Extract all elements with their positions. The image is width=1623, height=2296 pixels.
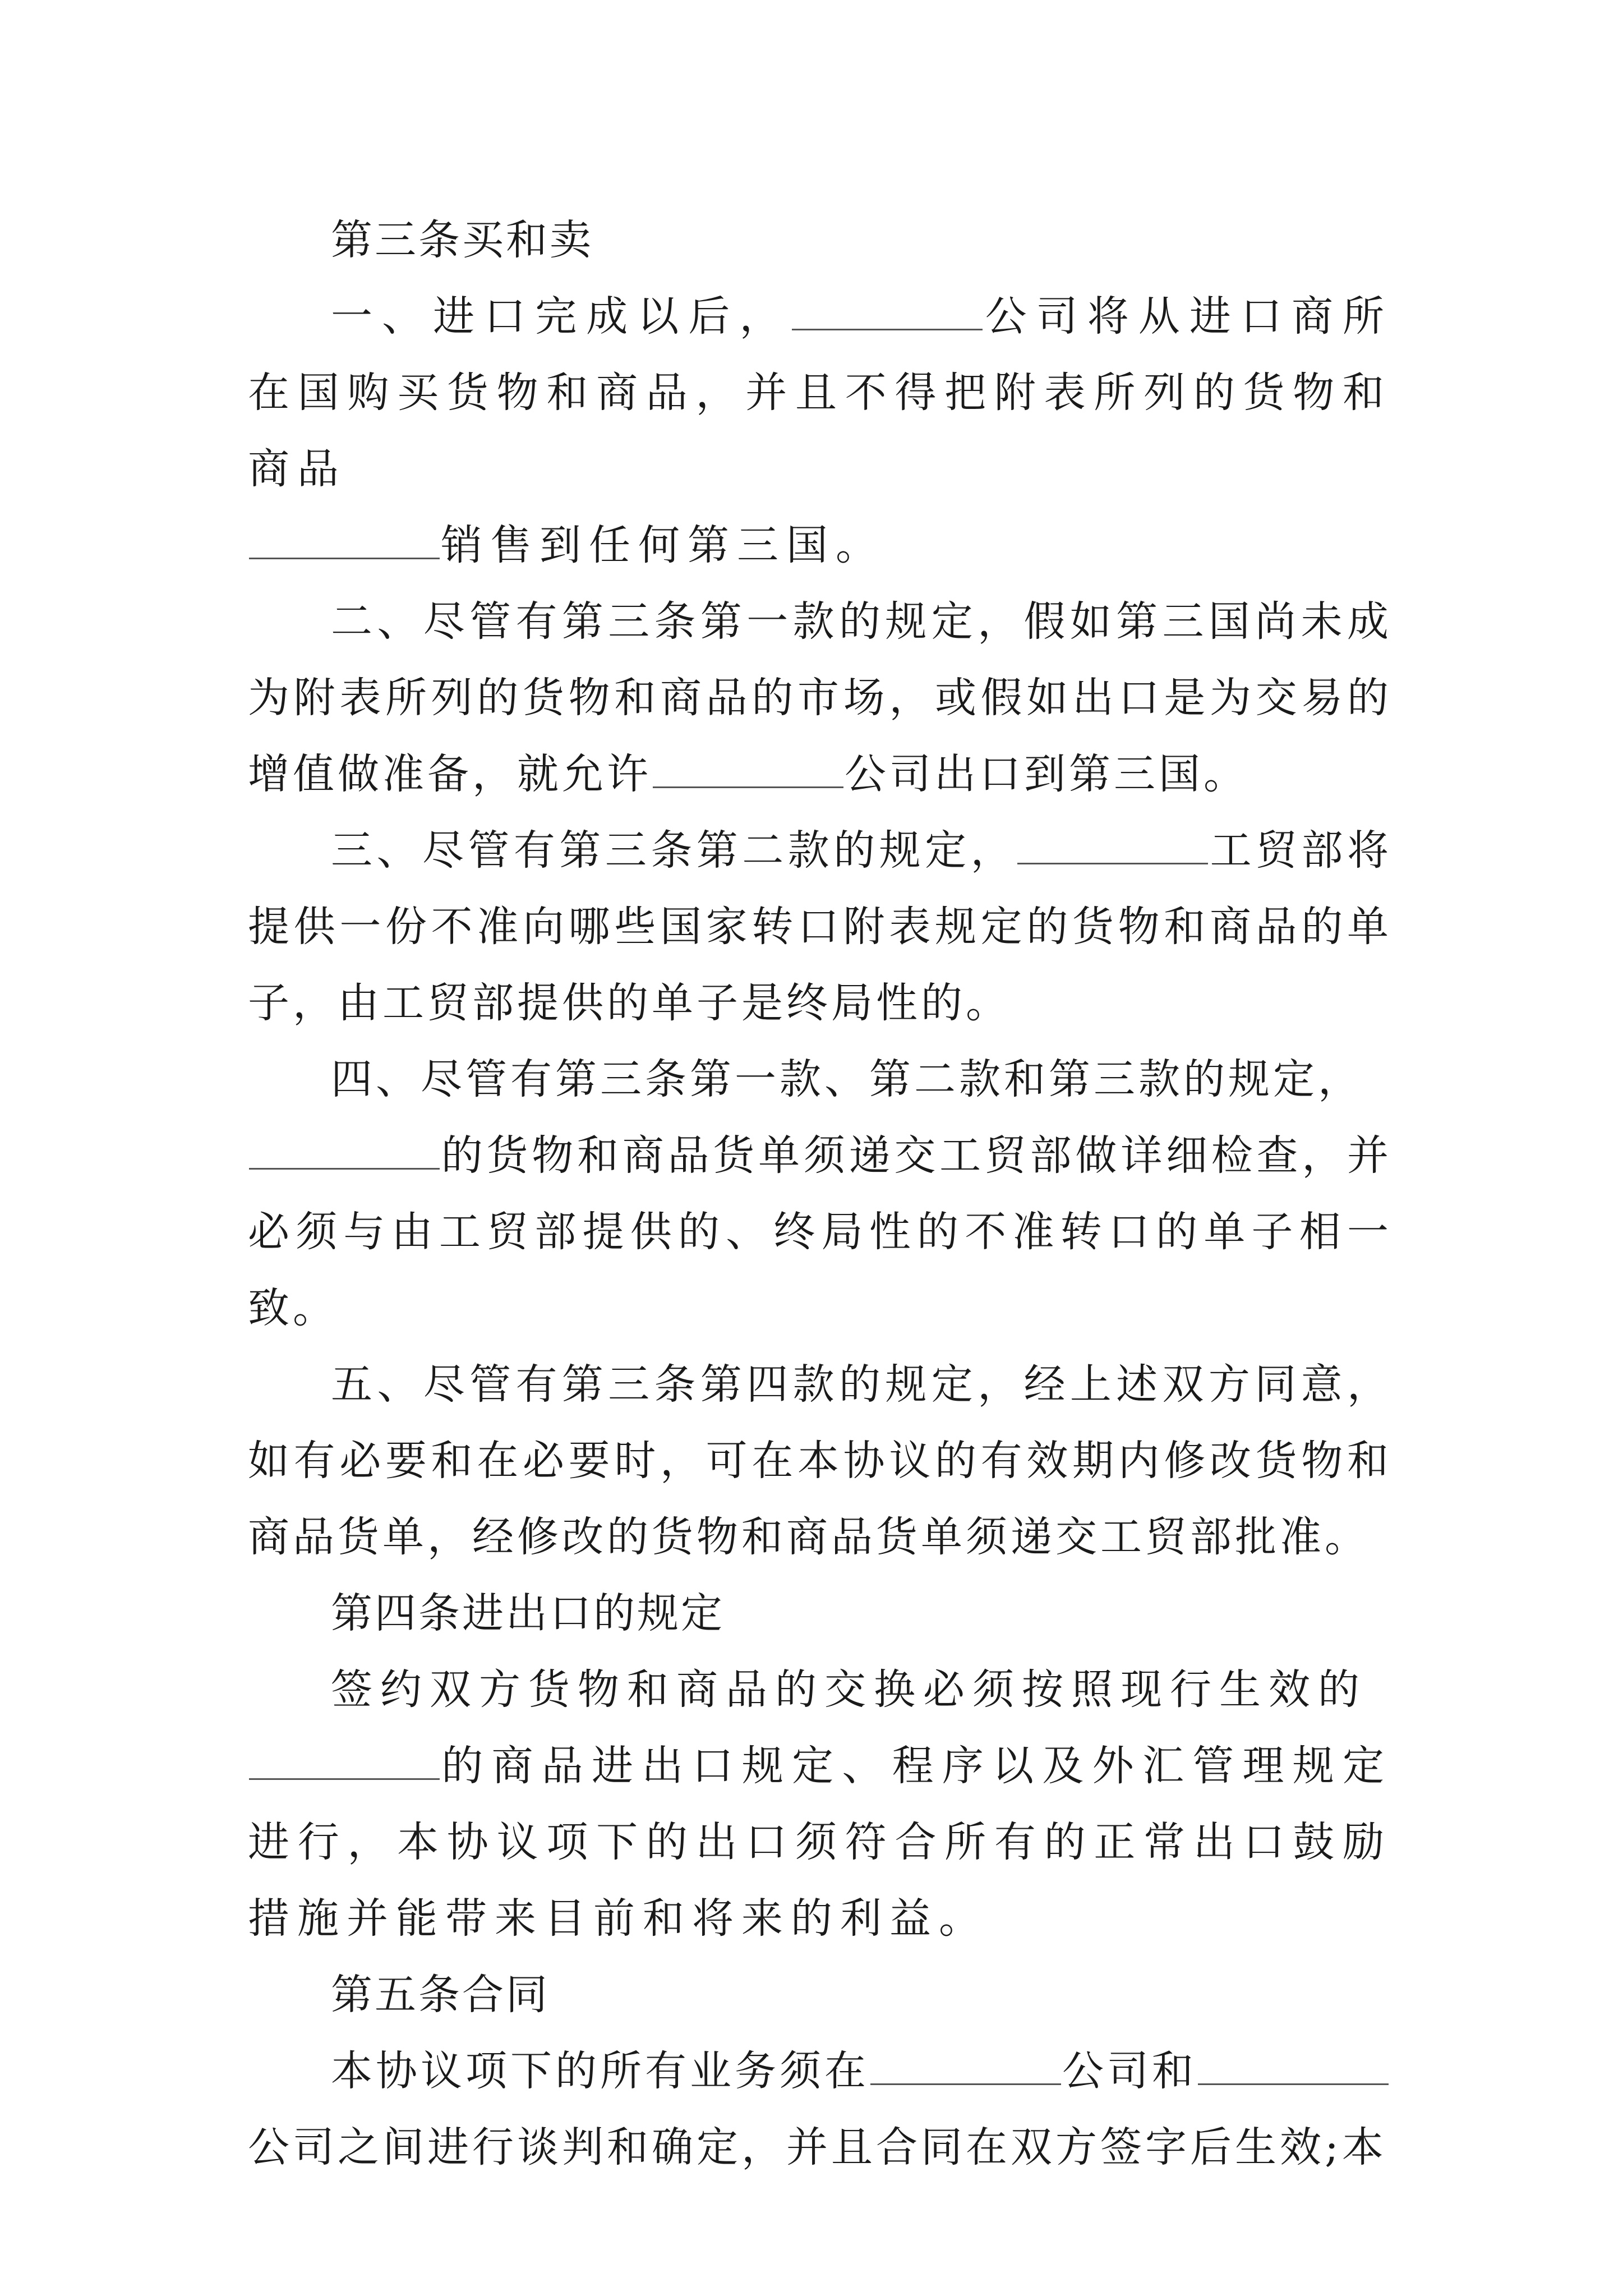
clause-text: 一、进口完成以后， xyxy=(331,292,791,341)
clause-3-4 xyxy=(248,1041,1392,1346)
clause-3-2 xyxy=(248,583,1392,812)
clause-text: 五、尽管有第三条第四款的规定，经上述双方同意，如有必要和在必要时，可在本协议的有效期内修改货物和商品货单，经修改的货物和商品货单须递交工贸部批准。 xyxy=(248,1360,1392,1561)
fill-in-blank[interactable] xyxy=(249,1134,440,1170)
clause-text: 销售到任何第三国。 xyxy=(441,521,885,569)
clause-text: 二、尽管有第三条第一款的规定，假如第三国尚未成为附表所列的货物和商品的市场，或假如出口是为交易的增值做准备，就允许 xyxy=(248,597,1392,798)
fill-in-blank[interactable] xyxy=(249,524,440,559)
clause-text: 四、尽管有第三条第一款、第二款和第三款的规定， xyxy=(331,1055,1363,1103)
fill-in-blank[interactable] xyxy=(249,1745,440,1780)
clause-3-1 xyxy=(248,278,1392,583)
clause-5-1 xyxy=(248,2033,1392,2185)
clause-text: 的货物和商品货单须递交工贸部做详细检查，并必须与由工贸部提供的、终局性的不准转口的单子相一致。 xyxy=(248,1131,1392,1332)
section-heading-article-5: 第五条合同 xyxy=(331,1971,550,2019)
document-body xyxy=(248,202,1392,2185)
clause-3-5 xyxy=(248,1346,1392,1575)
clause-text: 三、尽管有第三条第二款的规定， xyxy=(331,826,1017,875)
clause-text: 公司之间进行谈判和确定，并且合同在双方签字后生效;本 xyxy=(248,2123,1387,2171)
section-heading-article-3: 第三条买和卖 xyxy=(331,216,593,264)
clause-4-1 xyxy=(248,1651,1392,1957)
clause-text: 公司和 xyxy=(1062,2047,1197,2095)
clause-text: 的商品进出口规定、程序以及外汇管理规定进行，本协议项下的出口须符合所有的正常出口鼓励措施并能带来目前和将来的利益。 xyxy=(248,1742,1392,1943)
clause-text: 签约双方货物和商品的交换必须按照现行生效的 xyxy=(331,1665,1367,1714)
fill-in-blank[interactable] xyxy=(653,753,843,788)
fill-in-blank[interactable] xyxy=(792,295,983,330)
section-heading-article-4: 第四条进出口的规定 xyxy=(331,1589,725,1637)
fill-in-blank[interactable] xyxy=(1017,829,1208,864)
clause-text: 本协议项下的所有业务须在 xyxy=(331,2047,869,2095)
clause-text: 工贸部将提供一份不准向哪些国家转口附表规定的货物和商品的单子，由工贸部提供的单子是终局性的。 xyxy=(248,826,1393,1027)
fill-in-blank[interactable] xyxy=(1198,2050,1389,2085)
clause-3-3 xyxy=(248,812,1392,1041)
fill-in-blank[interactable] xyxy=(870,2050,1061,2085)
clause-text: 公司出口到第三国。 xyxy=(845,750,1248,798)
clause-text: 公司将从进口商所在国购买货物和商品，并且不得把附表所列的货物和商品 xyxy=(248,292,1393,493)
